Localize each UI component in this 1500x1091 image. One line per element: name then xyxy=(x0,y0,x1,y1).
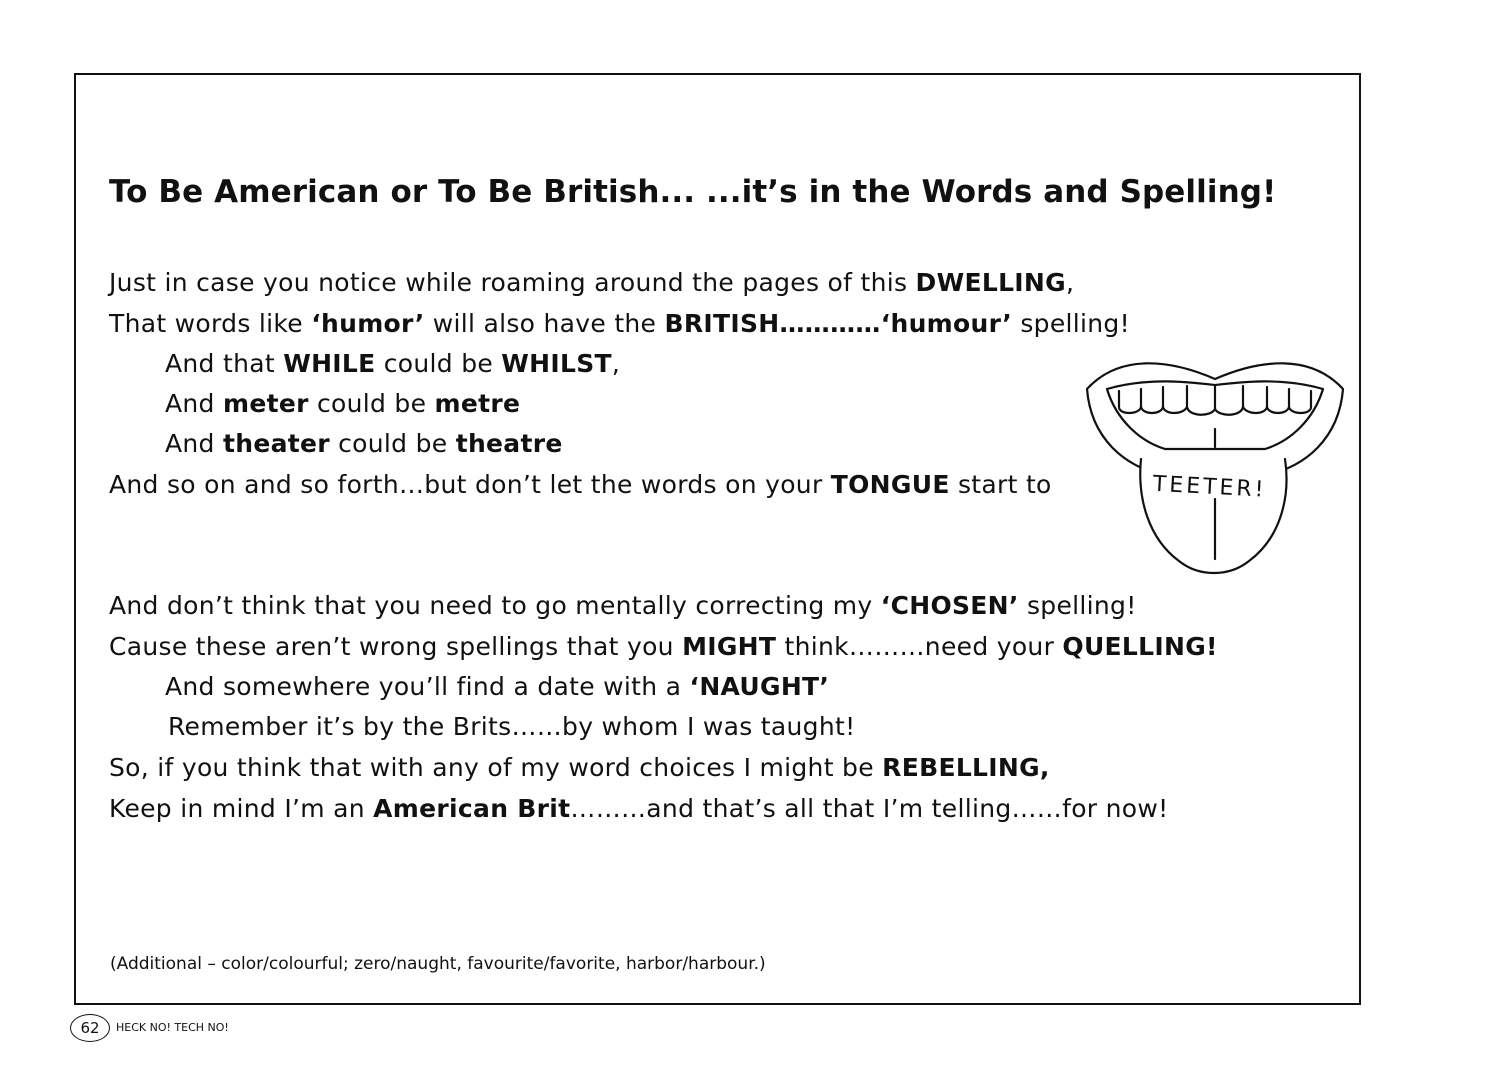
footnote: (Additional – color/colourful; zero/naught, favourite/favorite, harbor/harbour.) xyxy=(110,954,766,974)
book-title-footer: HECK NO! TECH NO! xyxy=(116,1021,229,1034)
poem-line: Remember it’s by the Brits……by whom I was taught! xyxy=(168,712,856,741)
page-number: 62 xyxy=(70,1014,110,1042)
poem-line: And somewhere you’ll find a date with a ‘NAUGHT’ xyxy=(165,672,830,701)
poem-line: Just in case you notice while roaming around the pages of this DWELLING, xyxy=(109,268,1075,297)
poem-line: Cause these aren’t wrong spellings that you MIGHT think………need your QUELLING! xyxy=(109,632,1218,661)
poem-line: And so on and so forth…but don’t let the words on your TONGUE start to xyxy=(109,470,1052,499)
poem-line: And that WHILE could be WHILST, xyxy=(165,349,621,378)
poem-line: And theater could be theatre xyxy=(165,429,563,458)
mouth-tongue-illustration xyxy=(1079,349,1351,585)
poem-line: That words like ‘humor’ will also have the BRITISH…………‘humour’ spelling! xyxy=(109,309,1130,338)
tongue-label: TEETER! xyxy=(1152,471,1268,503)
poem-line: And meter could be metre xyxy=(165,389,521,418)
page-title: To Be American or To Be British... ...it’s in the Words and Spelling! xyxy=(109,174,1277,210)
poem-line: Keep in mind I’m an American Brit………and that’s all that I’m telling……for now! xyxy=(109,794,1169,823)
poem-line: And don’t think that you need to go mentally correcting my ‘CHOSEN’ spelling! xyxy=(109,591,1137,620)
poem-line: So, if you think that with any of my word choices I might be REBELLING, xyxy=(109,753,1050,782)
